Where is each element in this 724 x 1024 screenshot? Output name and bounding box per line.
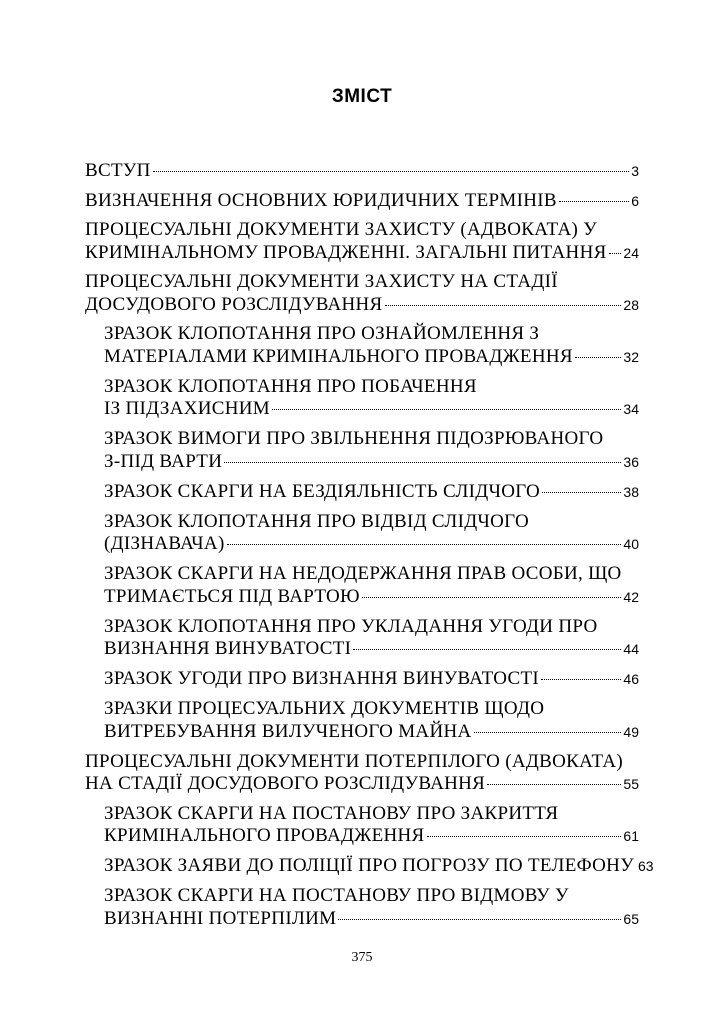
dot-leader	[272, 409, 621, 410]
dot-leader	[575, 357, 622, 358]
page-number: 375	[351, 950, 373, 965]
toc-entry-title-line: ЗРАЗОК КЛОПОТАННЯ ПРО УКЛАДАННЯ УГОДИ ПРО	[104, 615, 598, 637]
dot-leader	[338, 919, 621, 920]
toc-entry-title: ВИЗНАЧЕННЯ ОСНОВНИХ ЮРИДИЧНИХ ТЕРМІНІВ	[85, 189, 557, 211]
toc-entry-page: 38	[623, 483, 639, 500]
toc-entry-title: МАТЕРІАЛАМИ КРИМІНАЛЬНОГО ПРОВАДЖЕННЯ	[104, 345, 573, 367]
toc-entry-title: ЗРАЗОК ЗАЯВИ ДО ПОЛІЦІЇ ПРО ПОГРОЗУ ПО ТЕЛЕФОНУ	[104, 855, 634, 876]
toc-entry[interactable]	[85, 271, 639, 316]
dot-leader	[353, 649, 621, 650]
dot-leader	[227, 544, 622, 545]
toc-entry[interactable]	[85, 668, 639, 691]
toc-entry-last-line	[104, 451, 639, 474]
dot-leader	[474, 732, 622, 733]
toc-entry-last-line	[104, 825, 639, 848]
toc-entry-last-line	[104, 481, 639, 504]
toc-entry[interactable]	[85, 885, 639, 930]
toc-entry[interactable]	[85, 160, 639, 183]
toc-entry-page: 34	[623, 401, 639, 417]
toc-entry-last-line	[85, 294, 639, 317]
toc-entry-last-line	[85, 773, 639, 796]
toc-entry-page: 49	[623, 723, 639, 740]
toc-entry-title: ЗРАЗОК УГОДИ ПРО ВИЗНАННЯ ВИНУВАТОСТІ	[104, 668, 540, 689]
toc-entry-title: КРИМІНАЛЬНОМУ ПРОВАДЖЕННІ. ЗАГАЛЬНІ ПИТАННЯ	[85, 241, 607, 263]
toc-entry[interactable]	[85, 616, 639, 661]
dot-leader	[559, 201, 629, 202]
toc-entry-title: НА СТАДІЇ ДОСУДОВОГО РОЗСЛІДУВАННЯ	[85, 773, 486, 794]
toc-entry-page: 36	[623, 453, 639, 470]
dot-leader	[385, 305, 622, 306]
toc-entry-title-line: ПРОЦЕСУАЛЬНІ ДОКУМЕНТИ ЗАХИСТУ НА СТАДІЇ	[85, 271, 558, 292]
toc-entry[interactable]	[85, 481, 639, 504]
toc-entry-title-line: ЗРАЗОК КЛОПОТАННЯ ПРО ПОБАЧЕННЯ	[104, 375, 477, 397]
toc-entry-title: ВИЗНАННЯ ВИНУВАТОСТІ	[104, 638, 352, 659]
dot-leader	[427, 836, 622, 837]
dot-leader	[541, 679, 621, 680]
toc-title: ЗМІСТ	[331, 86, 393, 107]
toc-entry-title: ВИТРЕБУВАННЯ ВИЛУЧЕНОГО МАЙНА	[104, 720, 472, 742]
toc-entry-page: 3	[631, 163, 639, 179]
toc-entry-title-line: ЗРАЗОК СКАРГИ НА ПОСТАНОВУ ПРО ЗАКРИТТЯ	[104, 802, 559, 824]
toc-entry-title: ІЗ ПІДЗАХИСНИМ	[104, 398, 270, 419]
toc-entry-title: ВИЗНАННІ ПОТЕРПІЛИМ	[104, 907, 337, 929]
toc-entry-title-line: ПРОЦЕСУАЛЬНІ ДОКУМЕНТИ ПОТЕРПІЛОГО (АДВОКАТА)	[85, 750, 624, 772]
toc-entry-page: 42	[623, 588, 639, 605]
toc-entry-last-line	[104, 346, 639, 369]
toc-entry-last-line	[85, 190, 639, 213]
toc-entry-page: 24	[623, 244, 639, 261]
toc-entry[interactable]	[85, 698, 639, 743]
toc-entry[interactable]	[85, 428, 639, 473]
toc-entry-page: 6	[631, 192, 639, 209]
toc-entry-last-line	[104, 668, 639, 691]
toc-entry[interactable]	[85, 376, 639, 421]
toc-entry-title-line: ПРОЦЕСУАЛЬНІ ДОКУМЕНТИ ЗАХИСТУ (АДВОКАТА) У	[85, 219, 597, 240]
toc-entry-last-line	[104, 586, 639, 609]
toc-entry-title: ДОСУДОВОГО РОЗСЛІДУВАННЯ	[85, 293, 383, 315]
toc-entry-page: 63	[637, 858, 654, 874]
toc-entry[interactable]	[85, 751, 639, 796]
toc-entry-page: 28	[623, 296, 639, 313]
toc-entry-title: З-ПІД ВАРТИ	[104, 450, 223, 472]
toc-entry-last-line	[85, 160, 639, 183]
toc-entry[interactable]	[85, 563, 639, 608]
toc-entry-last-line	[104, 855, 654, 878]
toc-entry-page: 46	[623, 671, 639, 687]
toc-entry-title-line: ЗРАЗОК ВИМОГИ ПРО ЗВІЛЬНЕННЯ ПІДОЗРЮВАНОГО	[104, 428, 604, 449]
toc-entry[interactable]	[85, 855, 654, 878]
toc-entry-title: ТРИМАЄТЬСЯ ПІД ВАРТОЮ	[104, 585, 360, 607]
toc-entry-page: 40	[623, 536, 639, 552]
toc-entry-last-line	[104, 638, 639, 661]
dot-leader	[542, 492, 621, 493]
dot-leader	[609, 253, 622, 254]
toc-entry-title: ВСТУП	[85, 160, 151, 181]
toc-entry[interactable]	[85, 511, 639, 556]
dot-leader	[362, 597, 622, 598]
toc-entry-title: КРИМІНАЛЬНОГО ПРОВАДЖЕННЯ	[104, 825, 425, 846]
toc-entry-last-line	[104, 533, 639, 556]
toc-entry-title: ЗРАЗОК СКАРГИ НА БЕЗДІЯЛЬНІСТЬ СЛІДЧОГО	[104, 480, 541, 502]
toc-entry-title-line: ЗРАЗОК СКАРГИ НА ПОСТАНОВУ ПРО ВІДМОВУ У	[104, 885, 569, 906]
toc-entry-page: 61	[623, 828, 639, 844]
toc-entry-page: 65	[623, 910, 639, 927]
dot-leader	[487, 784, 621, 785]
toc-entry-title: (ДІЗНАВАЧА)	[104, 533, 225, 554]
toc-entry-page: 55	[623, 776, 639, 792]
toc-entry[interactable]	[85, 219, 639, 264]
toc-entry-last-line	[104, 908, 639, 931]
toc-entry-last-line	[104, 721, 639, 744]
toc-entry[interactable]	[85, 323, 639, 368]
toc-entry-title-line: ЗРАЗКИ ПРОЦЕСУАЛЬНИХ ДОКУМЕНТІВ ЩОДО	[104, 698, 545, 719]
toc-entry-title-line: ЗРАЗОК СКАРГИ НА НЕДОДЕРЖАННЯ ПРАВ ОСОБИ, ЩО	[104, 563, 622, 584]
toc-entry[interactable]	[85, 803, 639, 848]
dot-leader	[153, 171, 630, 172]
toc-entry-title-line: ЗРАЗОК КЛОПОТАННЯ ПРО ВІДВІД СЛІДЧОГО	[104, 510, 529, 532]
toc-entry-title-line: ЗРАЗОК КЛОПОТАННЯ ПРО ОЗНАЙОМЛЕННЯ З	[104, 323, 540, 344]
toc-entry-last-line	[85, 242, 639, 265]
toc-entry-last-line	[104, 398, 639, 421]
dot-leader	[224, 462, 621, 463]
toc-entry[interactable]	[85, 190, 639, 213]
toc-entry-page: 44	[623, 641, 639, 657]
toc-entry-page: 32	[623, 348, 639, 365]
table-of-contents	[85, 160, 654, 938]
